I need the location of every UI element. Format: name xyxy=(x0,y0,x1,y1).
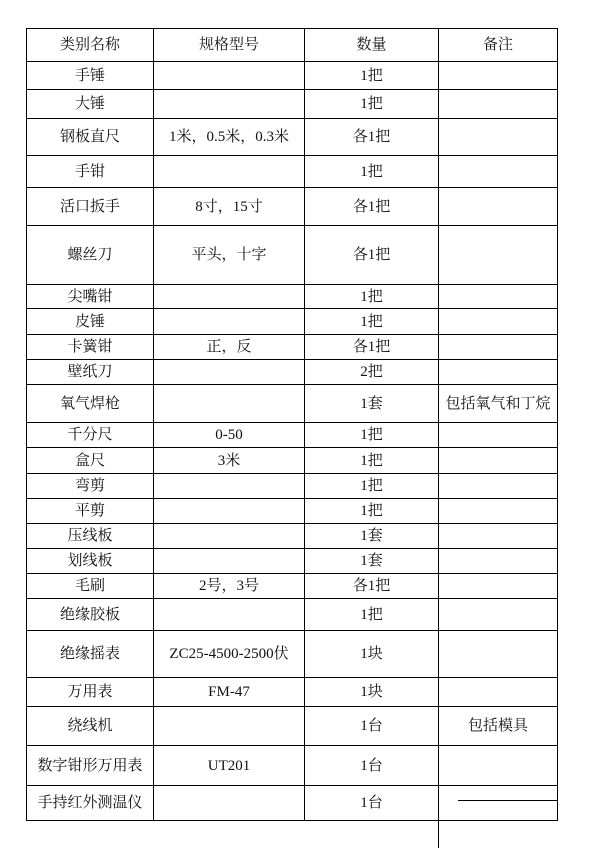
cell-spec xyxy=(154,599,305,631)
cell-spec xyxy=(154,62,305,90)
cell-note xyxy=(439,549,558,574)
cell-name: 活口扳手 xyxy=(27,188,154,226)
table-row xyxy=(27,423,558,448)
header-name: 类别名称 xyxy=(27,29,154,62)
cell-name: 绝缘摇表 xyxy=(27,631,154,678)
header-row xyxy=(27,29,558,62)
table-row xyxy=(27,448,558,474)
cell-name: 皮锤 xyxy=(27,309,154,335)
cell-qty: 1块 xyxy=(305,631,439,678)
cell-name: 手持红外测温仪 xyxy=(27,786,154,821)
cell-qty: 1套 xyxy=(305,385,439,423)
cell-spec xyxy=(154,285,305,309)
cell-spec xyxy=(154,786,305,821)
cell-note xyxy=(439,360,558,385)
cell-spec: 正，反 xyxy=(154,335,305,360)
cell-spec: ZC25-4500-2500伏 xyxy=(154,631,305,678)
cell-name: 数字钳形万用表 xyxy=(27,746,154,786)
cell-qty: 1把 xyxy=(305,423,439,448)
cell-qty: 1台 xyxy=(305,746,439,786)
cell-spec xyxy=(154,309,305,335)
cell-spec: 1米，0.5米，0.3米 xyxy=(154,119,305,156)
table-row xyxy=(27,574,558,599)
cell-note xyxy=(439,285,558,309)
cell-spec: 3米 xyxy=(154,448,305,474)
table-row xyxy=(27,678,558,707)
cell-qty: 1把 xyxy=(305,309,439,335)
cell-name: 压线板 xyxy=(27,524,154,549)
cell-name: 弯剪 xyxy=(27,474,154,499)
table-row xyxy=(27,499,558,524)
cell-name: 手钳 xyxy=(27,156,154,188)
column-divider-extension xyxy=(438,820,439,848)
table-row xyxy=(27,156,558,188)
table-row xyxy=(27,335,558,360)
cell-spec: 平头，十字 xyxy=(154,226,305,285)
cell-name: 盒尺 xyxy=(27,448,154,474)
table-row xyxy=(27,385,558,423)
cell-spec xyxy=(154,90,305,119)
cell-note xyxy=(439,474,558,499)
cell-name: 千分尺 xyxy=(27,423,154,448)
table-row xyxy=(27,360,558,385)
table-body xyxy=(27,62,558,821)
table-row xyxy=(27,119,558,156)
cell-note xyxy=(439,62,558,90)
cell-spec xyxy=(154,156,305,188)
cell-spec: UT201 xyxy=(154,746,305,786)
table-row xyxy=(27,309,558,335)
cell-name: 毛刷 xyxy=(27,574,154,599)
cell-note xyxy=(439,423,558,448)
cell-qty: 1块 xyxy=(305,678,439,707)
cell-name: 大锤 xyxy=(27,90,154,119)
cell-spec: FM-47 xyxy=(154,678,305,707)
table-row xyxy=(27,524,558,549)
cell-qty: 1把 xyxy=(305,448,439,474)
cell-name: 平剪 xyxy=(27,499,154,524)
header-spec: 规格型号 xyxy=(154,29,305,62)
cell-spec xyxy=(154,474,305,499)
cell-note xyxy=(439,631,558,678)
cell-qty: 各1把 xyxy=(305,335,439,360)
cell-name: 卡簧钳 xyxy=(27,335,154,360)
cell-note xyxy=(439,188,558,226)
table-row xyxy=(27,707,558,746)
cell-name: 壁纸刀 xyxy=(27,360,154,385)
cell-qty: 1把 xyxy=(305,62,439,90)
cell-spec: 2号，3号 xyxy=(154,574,305,599)
cell-note xyxy=(439,746,558,786)
cell-name: 划线板 xyxy=(27,549,154,574)
cell-qty: 1套 xyxy=(305,549,439,574)
cell-spec xyxy=(154,385,305,423)
cell-spec: 8寸，15寸 xyxy=(154,188,305,226)
table-row xyxy=(27,746,558,786)
cell-note: 包括模具 xyxy=(439,707,558,746)
table-row xyxy=(27,62,558,90)
cell-qty: 各1把 xyxy=(305,226,439,285)
cell-note xyxy=(439,156,558,188)
note-cell-stroke xyxy=(458,800,557,801)
cell-qty: 各1把 xyxy=(305,119,439,156)
table-header xyxy=(27,29,558,62)
cell-name: 绕线机 xyxy=(27,707,154,746)
table-row xyxy=(27,599,558,631)
cell-name: 万用表 xyxy=(27,678,154,707)
cell-note xyxy=(439,524,558,549)
cell-note xyxy=(439,90,558,119)
cell-name: 钢板直尺 xyxy=(27,119,154,156)
cell-note xyxy=(439,119,558,156)
cell-spec xyxy=(154,549,305,574)
cell-note xyxy=(439,499,558,524)
cell-note xyxy=(439,678,558,707)
header-note: 备注 xyxy=(439,29,558,62)
table-row xyxy=(27,188,558,226)
cell-qty: 1把 xyxy=(305,90,439,119)
cell-note xyxy=(439,448,558,474)
cell-note: 包括氧气和丁烷 xyxy=(439,385,558,423)
cell-qty: 1把 xyxy=(305,474,439,499)
table-row xyxy=(27,285,558,309)
cell-note xyxy=(439,599,558,631)
table-row xyxy=(27,786,558,821)
cell-qty: 2把 xyxy=(305,360,439,385)
cell-spec xyxy=(154,524,305,549)
table-row xyxy=(27,226,558,285)
header-qty: 数量 xyxy=(305,29,439,62)
table-row xyxy=(27,474,558,499)
cell-qty: 1把 xyxy=(305,285,439,309)
cell-qty: 1把 xyxy=(305,599,439,631)
cell-name: 氧气焊枪 xyxy=(27,385,154,423)
cell-name: 尖嘴钳 xyxy=(27,285,154,309)
cell-note xyxy=(439,226,558,285)
cell-name: 手锤 xyxy=(27,62,154,90)
cell-name: 螺丝刀 xyxy=(27,226,154,285)
cell-spec xyxy=(154,707,305,746)
cell-note xyxy=(439,574,558,599)
cell-qty: 1把 xyxy=(305,156,439,188)
cell-spec xyxy=(154,360,305,385)
cell-qty: 各1把 xyxy=(305,188,439,226)
cell-qty: 各1把 xyxy=(305,574,439,599)
table-row xyxy=(27,90,558,119)
table-row xyxy=(27,631,558,678)
cell-spec xyxy=(154,499,305,524)
cell-spec: 0-50 xyxy=(154,423,305,448)
cell-note xyxy=(439,786,558,821)
cell-note xyxy=(439,335,558,360)
cell-name: 绝缘胶板 xyxy=(27,599,154,631)
cell-note xyxy=(439,309,558,335)
table-row xyxy=(27,549,558,574)
cell-qty: 1把 xyxy=(305,499,439,524)
cell-qty: 1台 xyxy=(305,707,439,746)
cell-qty: 1台 xyxy=(305,786,439,821)
cell-qty: 1套 xyxy=(305,524,439,549)
tool-inventory-table xyxy=(26,28,558,821)
